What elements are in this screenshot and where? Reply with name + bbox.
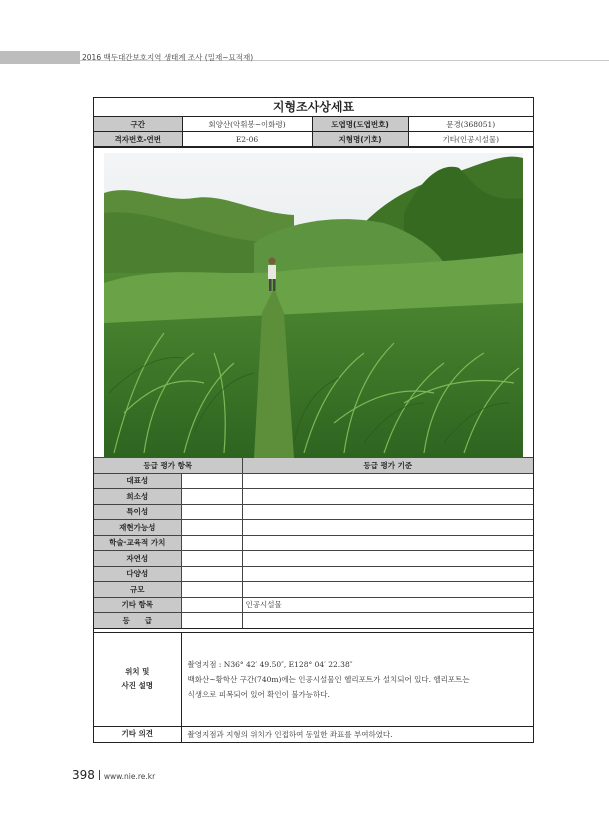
grade-item-label: 특이성 bbox=[94, 504, 181, 520]
grade-criteria-cell bbox=[242, 566, 533, 582]
grade-criteria-cell bbox=[242, 520, 533, 536]
grade-row bbox=[94, 551, 533, 567]
grade-item-label: 기타 항목 bbox=[94, 597, 181, 613]
grade-score-cell bbox=[181, 489, 242, 505]
grade-row bbox=[94, 520, 533, 536]
grade-item-label: 등 급 bbox=[94, 613, 181, 628]
grade-item-label: 규모 bbox=[94, 582, 181, 598]
running-header bbox=[0, 51, 609, 64]
info-table bbox=[94, 117, 533, 147]
running-header-text: 2016 백두대간보호지역 생태계 조사 (밀재~묘적재) bbox=[82, 53, 254, 62]
grade-rows bbox=[94, 473, 533, 628]
header-grey-tab bbox=[0, 51, 80, 64]
other-opinion-label: 기타 의견 bbox=[94, 726, 181, 742]
grade-item-label: 학술·교육적 가치 bbox=[94, 535, 181, 551]
grade-row bbox=[94, 504, 533, 520]
grade-score-cell bbox=[181, 473, 242, 489]
location-description bbox=[181, 632, 533, 726]
grade-score-cell bbox=[181, 520, 242, 536]
grade-criteria-cell bbox=[242, 489, 533, 505]
grade-row bbox=[94, 473, 533, 489]
site-photo bbox=[104, 153, 523, 458]
grade-row bbox=[94, 566, 533, 582]
grade-item-label: 자연성 bbox=[94, 551, 181, 567]
grade-score-cell bbox=[181, 566, 242, 582]
grade-item-label: 다양성 bbox=[94, 566, 181, 582]
grade-criteria-cell: 인공시설물 bbox=[242, 597, 533, 613]
grade-item-label: 희소성 bbox=[94, 489, 181, 505]
grade-criteria-cell bbox=[242, 535, 533, 551]
page-number: 398 bbox=[72, 768, 95, 782]
description-line: 식생으로 피복되어 있어 확인이 불가능하다. bbox=[187, 689, 330, 699]
grade-score-cell bbox=[181, 535, 242, 551]
grade-criteria-cell bbox=[242, 473, 533, 489]
grade-evaluation-table bbox=[94, 457, 533, 628]
grid-number-value: E2-06 bbox=[182, 132, 312, 147]
grade-row bbox=[94, 489, 533, 505]
page-footer bbox=[72, 768, 155, 782]
landform-name-label: 지형명(기호) bbox=[312, 132, 408, 147]
grade-item-label: 재현가능성 bbox=[94, 520, 181, 536]
grade-criteria-header: 등급 평가 기준 bbox=[242, 458, 533, 474]
grade-criteria-cell bbox=[242, 582, 533, 598]
description-line: 백화산~황학산 구간(740m)에는 인공시설물인 헬리포트가 설치되어 있다. 헬리포트는 bbox=[187, 674, 470, 684]
grade-score-cell bbox=[181, 613, 242, 628]
landform-survey-sheet bbox=[93, 97, 534, 743]
grade-score-cell bbox=[181, 504, 242, 520]
grid-number-label: 격자번호-연번 bbox=[94, 132, 182, 147]
grade-row bbox=[94, 613, 533, 628]
grade-criteria-cell bbox=[242, 551, 533, 567]
grade-criteria-cell bbox=[242, 613, 533, 628]
location-label-line2: 사진 설명 bbox=[121, 681, 154, 690]
grade-score-cell bbox=[181, 551, 242, 567]
grade-score-cell bbox=[181, 582, 242, 598]
grade-row bbox=[94, 535, 533, 551]
grade-criteria-cell bbox=[242, 504, 533, 520]
location-label-line1: 위치 및 bbox=[125, 667, 150, 676]
location-label bbox=[94, 632, 181, 726]
sheet-title: 지형조사상세표 bbox=[94, 98, 533, 117]
other-opinion-text: 촬영지점과 지형의 위치가 인접하여 동일한 좌표를 부여하였다. bbox=[181, 726, 533, 742]
grade-item-label: 대표성 bbox=[94, 473, 181, 489]
section-value: 회양산(악휘봉~이화령) bbox=[182, 117, 312, 132]
footer-url: www.nie.re.kr bbox=[103, 772, 156, 781]
photo-frame bbox=[94, 147, 533, 457]
grade-row bbox=[94, 597, 533, 613]
shooting-point: 촬영지점 : N36° 42′ 49.50″, E128° 04′ 22.38″ bbox=[187, 659, 353, 669]
grade-item-header: 등급 평가 항목 bbox=[94, 458, 242, 474]
section-label: 구간 bbox=[94, 117, 182, 132]
notes-table bbox=[94, 632, 533, 743]
map-sheet-label: 도엽명(도엽번호) bbox=[312, 117, 408, 132]
footer-divider bbox=[99, 770, 100, 780]
grade-row bbox=[94, 582, 533, 598]
map-sheet-value: 문경(368051) bbox=[408, 117, 533, 132]
grade-score-cell bbox=[181, 597, 242, 613]
landform-name-value: 기타(인공시설물) bbox=[408, 132, 533, 147]
